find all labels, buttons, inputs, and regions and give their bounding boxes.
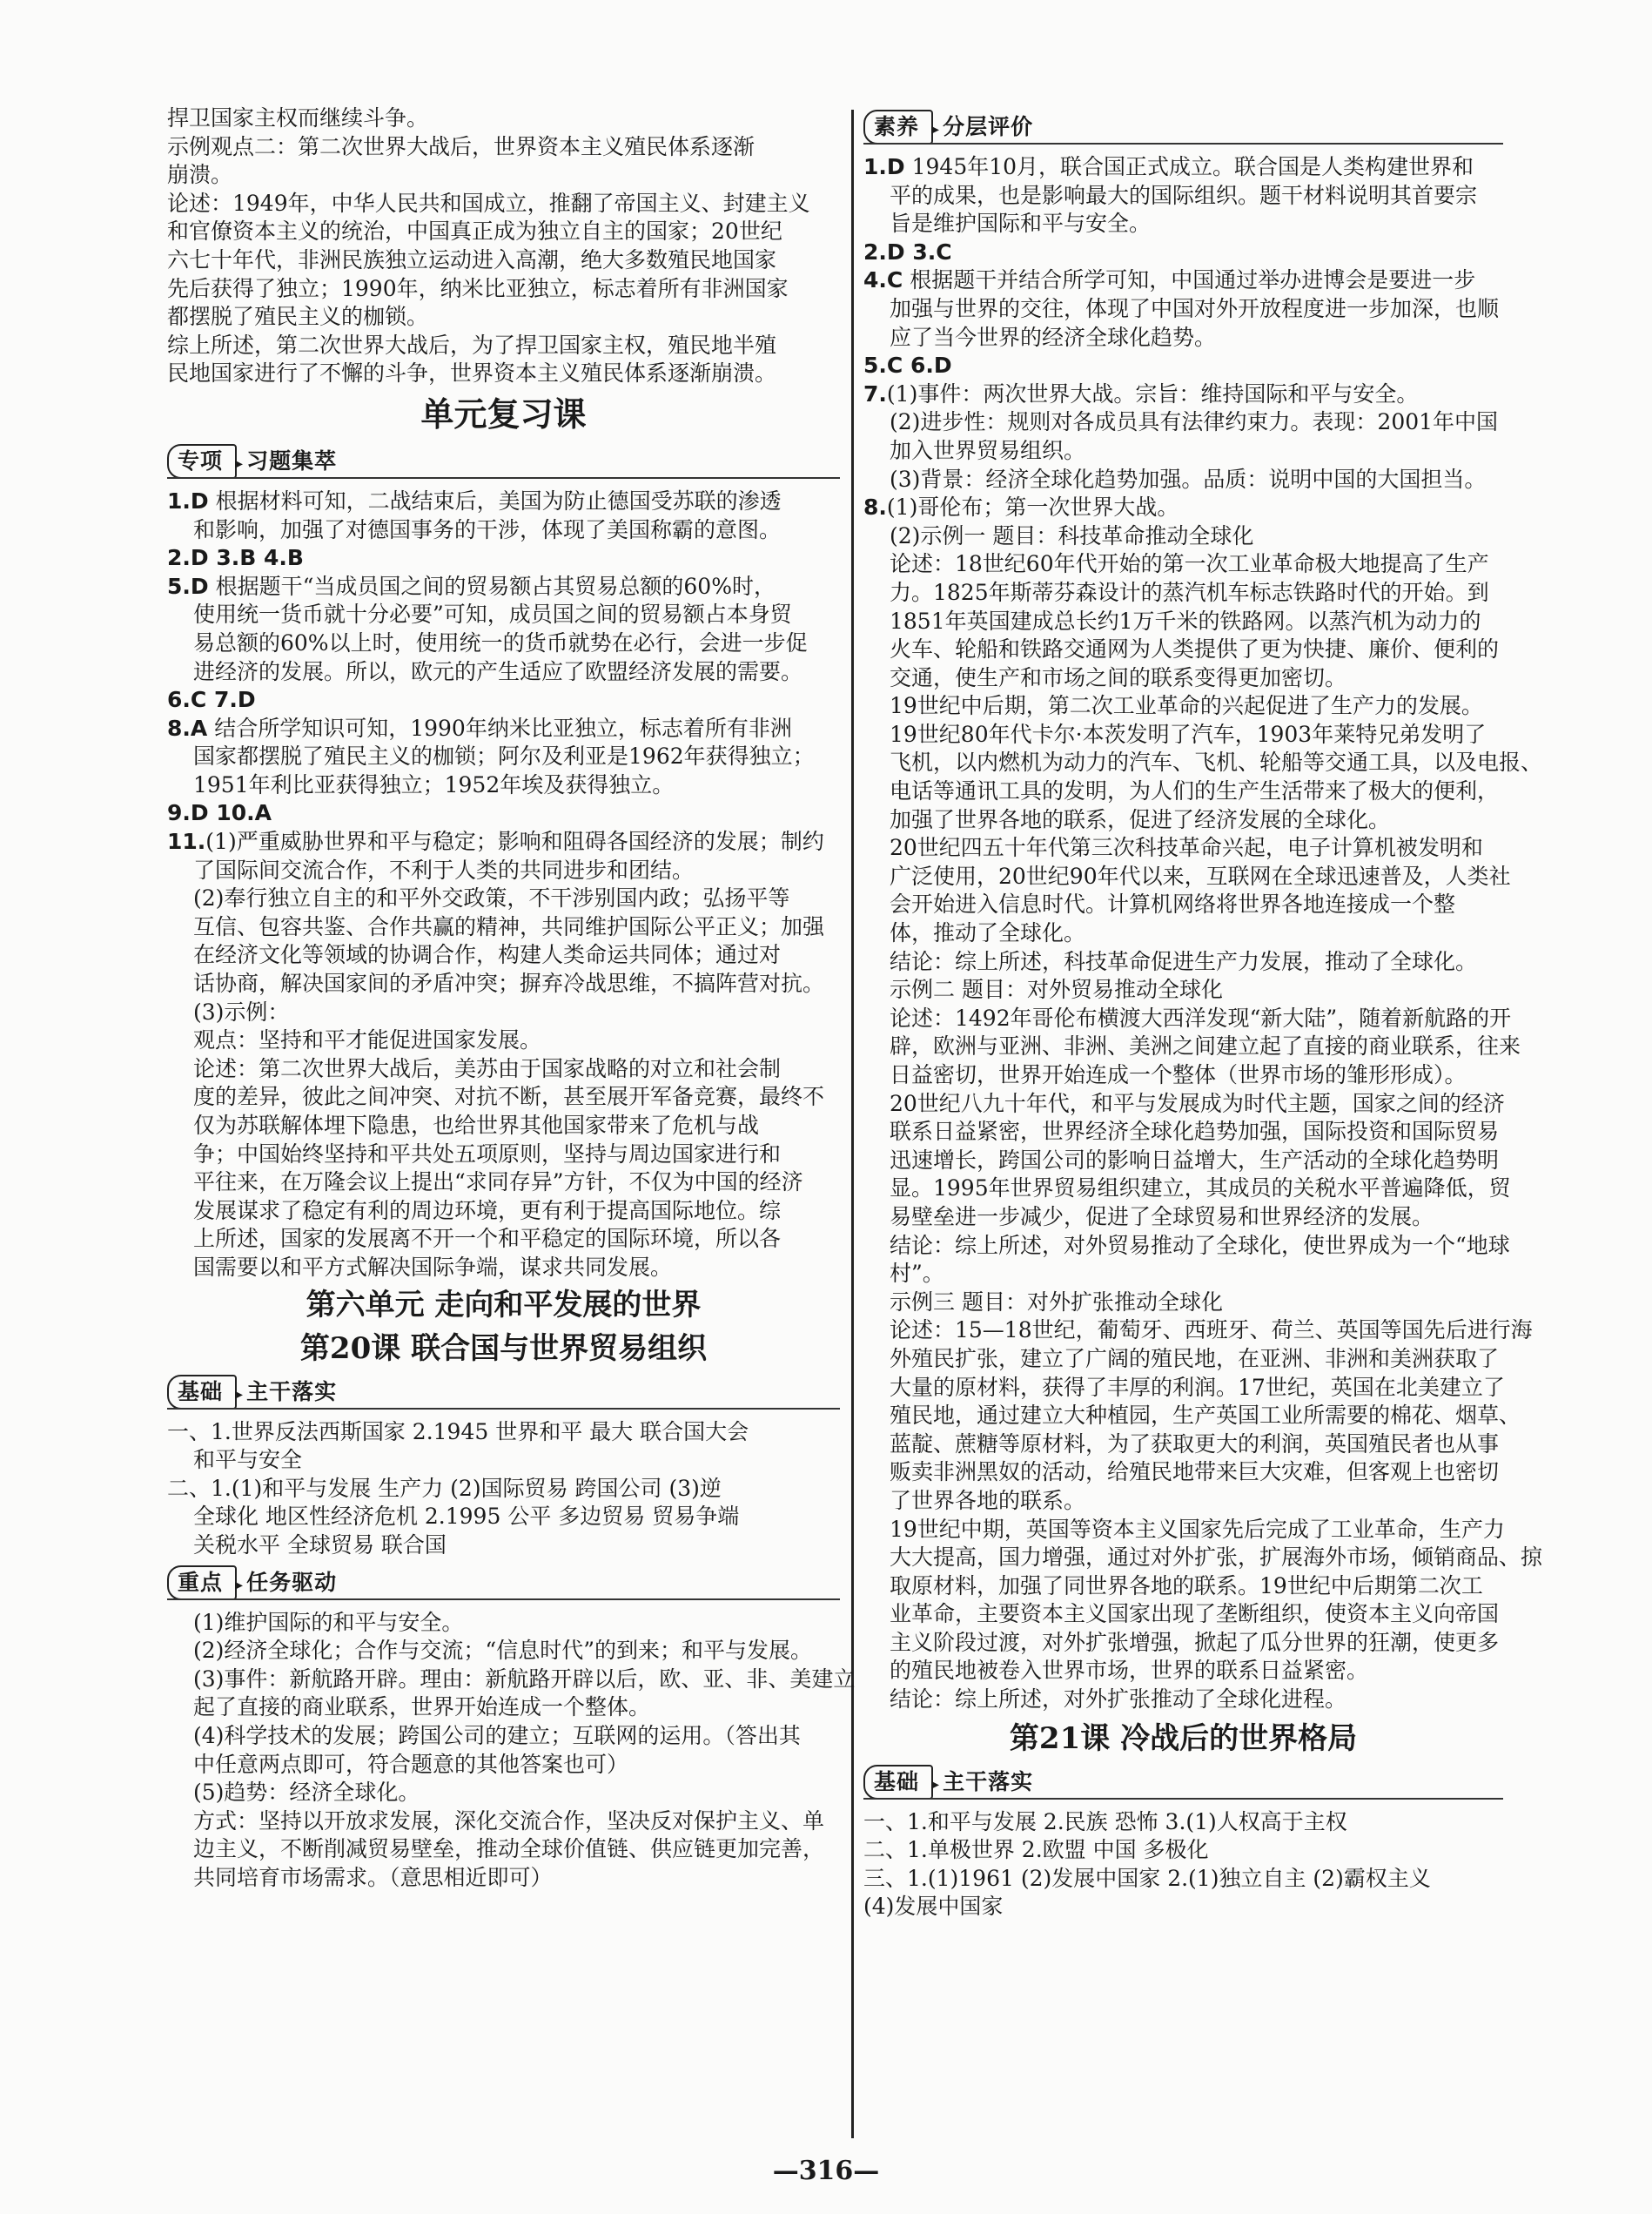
text-line [863, 1374, 1503, 1403]
line-text: 和影响，加强了对德国事务的干涉，体现了美国称霸的意图。 [193, 516, 782, 542]
line-text: 19世纪中期，英国等资本主义国家先后完成了工业革命，生产力 [890, 1516, 1505, 1542]
line-text: 论述：1492年哥伦布横渡大西洋发现“新大陆”，随着新航路的开 [890, 1005, 1512, 1031]
line-text: 二、1.单极世界 2.欧盟 中国 多极化 [863, 1837, 1209, 1863]
text-line [863, 863, 1511, 892]
text-line: 示例观点二：第二次世界大战后，世界资本主义殖民体系逐渐 [167, 133, 755, 159]
line-text: 了世界各地的联系。 [890, 1487, 1086, 1513]
column-divider [851, 110, 854, 2138]
text-line [167, 1141, 840, 1169]
question-number: 6.C 7.D [167, 687, 256, 713]
text-line [863, 1836, 1503, 1865]
line-text: 19世纪80年代卡尔·本茨发明了汽车，1903年莱特兄弟发明了 [890, 721, 1487, 747]
line-text: 结论：综上所述，对外贸易推动了全球化，使世界成为一个“地球 [890, 1232, 1510, 1258]
question-number: 7. [863, 380, 887, 407]
line-text: (4)发展中国家 [863, 1894, 1004, 1920]
text-line [167, 743, 840, 771]
text-line [167, 1722, 840, 1751]
text-line [863, 976, 1503, 1005]
text-line [167, 970, 840, 999]
text-line [863, 1487, 1503, 1516]
text-line [863, 608, 1503, 636]
line-text: (3)示例： [193, 999, 290, 1025]
text-line [167, 1666, 856, 1694]
line-text: 应了当今世界的经济全球化趋势。 [890, 324, 1217, 350]
line-text: 根据材料可知，二战结束后，美国为防止德国受苏联的渗透 [208, 488, 782, 514]
section-header-evaluation: 素养 ▸ 分层评价 [863, 110, 1503, 145]
text-line [863, 324, 1503, 353]
review-title: 单元复习课 [420, 394, 587, 434]
line-text: 全球化 地区性经济危机 2.1995 公平 多边贸易 贸易争端 [193, 1504, 740, 1530]
text-line [863, 153, 1503, 182]
text-line [863, 891, 1503, 919]
text-line [167, 999, 840, 1027]
line-text: 一、1.和平与发展 2.民族 恐怖 3.(1)人权高于主权 [863, 1808, 1347, 1834]
text-line [167, 941, 840, 970]
text-line [863, 1808, 1503, 1837]
line-text: 关税水平 全球贸易 联合国 [193, 1531, 447, 1558]
line-text: 电话等通讯工具的发明，为人们的生产生活带来了极大的便利， [890, 778, 1500, 804]
line-text: 20世纪八九十年代，和平与发展成为时代主题，国家之间的经济 [890, 1090, 1505, 1116]
question-number: 2.D 3.B 4.B [167, 545, 304, 571]
line-text: 日益密切，世界开始连成一个整体（世界市场的雏形形成）。 [890, 1062, 1467, 1087]
text-line [167, 686, 840, 715]
line-text: 辟，欧洲与亚洲、非洲、美洲之间建立起了直接的商业联系，往来 [890, 1033, 1521, 1060]
line-text: 20世纪四五十年代第三次科技革命兴起，电子计算机被发明和 [890, 835, 1483, 861]
line-text: 共同培育市场需求。（意思相近即可） [193, 1864, 553, 1890]
text-line [167, 1475, 840, 1504]
task-answers [167, 1609, 856, 1893]
line-text: 互信、包容共鉴、合作共赢的精神，共同维护国际公平正义；加强 [193, 913, 825, 939]
line-text: 平的成果，也是影响最大的国际组织。题干材料说明其首要宗 [890, 182, 1478, 208]
line-text: (2)经济全球化；合作与交流；“信息时代”的到来；和平与发展。 [193, 1638, 812, 1664]
line-text: 边主义，不断削减贸易壁垒，推动全球价值链、供应链更加完善， [193, 1836, 825, 1862]
text-line [863, 210, 1503, 239]
line-text: (1)严重威胁世界和平与稳定；影响和阻碍各国经济的发展；制约 [205, 829, 824, 855]
text-line [167, 1225, 840, 1254]
text-line [863, 1544, 1543, 1572]
chevron-right-icon: ▸ [235, 1384, 244, 1403]
text-line [167, 1864, 840, 1893]
left-column [167, 104, 856, 1892]
line-text: 主义阶段过渡，对外扩张增强，掀起了瓜分世界的狂潮，使更多 [890, 1629, 1500, 1655]
text-line [167, 1083, 840, 1112]
text-line [167, 1637, 840, 1666]
chevron-right-icon: ▸ [235, 1575, 244, 1594]
text-line [167, 1779, 840, 1807]
text-line [167, 771, 840, 800]
line-text: 加入世界贸易组织。 [890, 437, 1086, 463]
line-text: 仅为苏联解体埋下隐患，也给世界其他国家带来了危机与战 [193, 1113, 760, 1138]
question-number: 5.D [167, 573, 209, 599]
line-text: (3)背景：经济全球化趋势加强。品质：说明中国的大国担当。 [890, 466, 1487, 492]
line-text: (2)示例一 题目：科技革命推动全球化 [890, 522, 1254, 548]
line-text: 结论：综上所述，对外扩张推动了全球化进程。 [890, 1686, 1347, 1713]
text-line [167, 1197, 840, 1226]
text-line [863, 1686, 1503, 1714]
line-text: 殖民地，通过建立大种植园，生产英国工业所需要的棉花、烟草、 [890, 1403, 1521, 1429]
question-number: 8. [863, 495, 887, 521]
text-line [863, 806, 1503, 835]
line-text: 起了直接的商业联系，世界开始连成一个整体。 [193, 1694, 651, 1720]
line-text: 取原材料，加强了同世界各地的联系。19世纪中后期第二次工 [890, 1572, 1483, 1598]
line-text: 根据题干“当成员国之间的贸易额占其贸易总额的60%时， [208, 573, 776, 599]
text-line [167, 1254, 840, 1282]
text-line [863, 948, 1503, 977]
line-text: 蓝靛、蔗糖等原材料，为了获取更大的利润，英国殖民者也从事 [890, 1430, 1500, 1457]
text-line: 先后获得了独立；1990年，纳米比亚独立，标志着所有非洲国家 [167, 275, 789, 301]
line-text: 1951年利比亚获得独立；1952年埃及获得独立。 [193, 771, 675, 797]
line-text: 联系日益紧密，世界经济全球化趋势加强，国际投资和国际贸易 [890, 1119, 1500, 1145]
line-text: 结论：综上所述，科技革命促进生产力发展，推动了全球化。 [890, 948, 1478, 974]
line-text: 论述：18世纪60年代开始的第一次工业革命极大地提高了生产 [890, 551, 1489, 577]
text-line [863, 266, 1503, 295]
text-line [863, 550, 1503, 579]
line-text: 示例三 题目：对外扩张推动全球化 [890, 1289, 1223, 1315]
text-line [863, 579, 1503, 608]
line-text: 易总额的60%以上时，使用统一的货币就势在必行，会进一步促 [193, 629, 808, 656]
text-line [167, 1503, 840, 1531]
text-line [167, 516, 840, 545]
line-text: (1)哥伦布；第一次世界大战。 [886, 495, 1179, 521]
text-line [863, 834, 1503, 863]
text-line [863, 749, 1543, 777]
text-line [863, 1147, 1503, 1175]
text-line [863, 522, 1503, 551]
text-line [167, 1168, 840, 1197]
chevron-right-icon: ▸ [931, 1774, 940, 1793]
line-text: 方式：坚持以开放求发展，深化交流合作，坚决反对保护主义、单 [193, 1807, 825, 1834]
text-line: 崩溃。 [167, 162, 233, 188]
line-text: 加强了世界各地的联系，促进了经济发展的全球化。 [890, 806, 1391, 832]
text-line [863, 1458, 1503, 1487]
text-line [863, 466, 1503, 495]
text-line [167, 715, 840, 744]
line-text: 平往来，在万隆会议上提出“求同存异”方针，不仅为中国的经济 [193, 1169, 803, 1195]
line-text: 论述：第二次世界大战后，美苏由于国家战略的对立和社会制 [193, 1055, 782, 1081]
text-line [863, 408, 1503, 437]
lesson-21-title: 第21课 冷战后的世界格局 [1009, 1720, 1358, 1756]
line-text: 广泛使用，20世纪90年代以来，互联网在全球迅速普及，人类社 [890, 863, 1511, 889]
basics-answers [167, 1418, 840, 1560]
line-text: 国需要以和平方式解决国际争端，谋求共同发展。 [193, 1254, 673, 1280]
text-line [167, 885, 840, 913]
line-text: 大量的原材料，获得了丰厚的利润。17世纪，英国在北美建立了 [890, 1374, 1505, 1400]
line-text: (2)进步性：规则对各成员具有法律约束力。表现：2001年中国 [890, 409, 1499, 435]
line-text: 发展谋求了稳定有利的周边环境，更有利于提高国际地位。综 [193, 1197, 782, 1223]
line-text: 业革命，主要资本主义国家出现了垄断组织，使资本主义向帝国 [890, 1601, 1500, 1627]
line-text: 体，推动了全球化。 [890, 920, 1086, 946]
text-line [863, 1657, 1503, 1686]
text-line [167, 857, 840, 885]
text-line [863, 1033, 1521, 1061]
text-line [863, 1516, 1503, 1544]
line-text: 话协商，解决国家间的矛盾冲突；摒弃冷战思维，不搞阵营对抗。 [193, 971, 825, 997]
text-line [167, 1807, 840, 1836]
line-text: 结合所学知识可知，1990年纳米比亚独立，标志着所有非洲 [207, 715, 792, 741]
text-line [863, 1865, 1503, 1894]
line-text: 二、1.(1)和平与发展 生产力 (2)国际贸易 跨国公司 (3)逆 [167, 1475, 722, 1501]
question-number: 5.C 6.D [863, 353, 952, 379]
line-text: 1851年英国建成总长约1万千米的铁路网。以蒸汽机为动力的 [890, 608, 1481, 634]
question-number: 8.A [167, 715, 208, 741]
text-line [863, 1232, 1510, 1261]
text-line [863, 1289, 1503, 1317]
text-line [863, 295, 1503, 324]
lesson-20-title: 第20课 联合国与世界贸易组织 [299, 1330, 708, 1366]
line-text: 上所述，国家的发展离不开一个和平稳定的国际环境，所以各 [193, 1226, 782, 1252]
chevron-right-icon: ▸ [235, 454, 244, 473]
question-number: 1.D [167, 488, 209, 514]
text-line [167, 1055, 840, 1084]
line-text: 中任意两点即可，符合题意的其他答案也可） [193, 1751, 629, 1777]
text-line [167, 913, 840, 942]
unit-title: 第六单元 走向和平发展的世界 [306, 1287, 702, 1322]
text-line: 和官僚资本主义的统治，中国真正成为独立自主的国家；20世纪 [167, 219, 782, 245]
line-text: 示例二 题目：对外贸易推动全球化 [890, 977, 1223, 1003]
line-text: (1)事件：两次世界大战。宗旨：维持国际和平与安全。 [886, 380, 1419, 407]
text-line [167, 1531, 840, 1560]
text-line [863, 1430, 1503, 1459]
line-text: 会开始进入信息时代。计算机网络将世界各地连接成一个整 [890, 892, 1456, 918]
text-line [863, 1174, 1511, 1203]
text-line: 论述：1949年，中华人民共和国成立，推翻了帝国主义、封建主义 [167, 190, 810, 216]
text-line [167, 828, 840, 857]
text-line: 民地国家进行了不懈的斗争，世界资本主义殖民体系逐渐崩溃。 [167, 360, 777, 387]
line-text: 易壁垒进一步减少，促进了全球贸易和世界经济的发展。 [890, 1203, 1434, 1229]
line-text: 飞机，以内燃机为动力的汽车、飞机、轮船等交通工具，以及电报、 [890, 750, 1543, 776]
line-text: 了国际间交流合作，不利于人类的共同进步和团结。 [193, 857, 695, 883]
right-column [863, 104, 1543, 1921]
line-text: 国家都摆脱了殖民主义的枷锁；阿尔及利亚是1962年获得独立； [193, 744, 815, 770]
line-text: 19世纪中后期，第二次工业革命的兴起促进了生产力的发展。 [890, 693, 1483, 719]
line-text: 度的差异，彼此之间冲突、对抗不断，甚至展开军备竞赛，最终不 [193, 1084, 825, 1110]
line-text: (3)事件：新航路开辟。理由：新航路开辟以后，欧、亚、非、美建立 [193, 1666, 856, 1692]
question-number: 1.D [863, 154, 905, 179]
text-line [863, 692, 1503, 721]
line-text: 争；中国始终坚持和平共处五项原则，坚持与周边国家进行和 [193, 1141, 782, 1167]
section-header-basics: 基础 ▸ 主干落实 [167, 1375, 840, 1410]
text-line [167, 601, 840, 629]
text-line [863, 182, 1503, 211]
line-text: 一、1.世界反法西斯国家 2.1945 世界和平 最大 联合国大会 [167, 1418, 749, 1444]
line-text: 使用统一货币就十分必要”可知，成员国之间的贸易额占本身贸 [193, 602, 792, 628]
line-text: 在经济文化等领域的协调合作，构建人类命运共同体；通过对 [193, 942, 782, 968]
line-text: 外殖民扩张，建立了广阔的殖民地，在亚洲、非洲和美洲获取了 [890, 1345, 1500, 1371]
text-line [863, 721, 1503, 750]
line-text: 大大提高，国力增强，通过对外扩张，扩展海外市场，倾销商品、掠 [890, 1544, 1543, 1571]
text-line [167, 488, 840, 516]
intro-section [167, 104, 840, 388]
text-line [167, 658, 840, 687]
text-line [167, 1446, 840, 1475]
line-text: 1945年10月，联合国正式成立。联合国是人类构建世界和 [904, 154, 1474, 179]
line-text: 三、1.(1)1961 (2)发展中国家 2.(1)独立自主 (2)霸权主义 [863, 1865, 1431, 1891]
evaluation-answers [863, 153, 1543, 1714]
text-line [863, 1629, 1503, 1658]
text-line [863, 1005, 1512, 1033]
review-answers [167, 488, 840, 1282]
section-header-tasks: 重点 ▸ 任务驱动 [167, 1565, 840, 1600]
chevron-right-icon: ▸ [931, 120, 940, 138]
text-line [167, 1026, 840, 1055]
text-line [167, 629, 840, 658]
text-line [863, 1893, 1503, 1921]
line-text: (5)趋势：经济全球化。 [193, 1780, 420, 1806]
text-line [167, 1112, 840, 1141]
text-line [863, 1345, 1503, 1374]
line-text: 进经济的发展。所以，欧元的产生适应了欧盟经济发展的需要。 [193, 658, 803, 684]
text-line [167, 544, 840, 573]
text-line [863, 919, 1503, 948]
text-line [863, 664, 1503, 693]
text-line [863, 777, 1503, 806]
line-text: 迅速增长，跨国公司的影响日益增大，生产活动的全球化趋势明 [890, 1147, 1500, 1173]
line-text: (1)维护国际的和平与安全。 [193, 1609, 464, 1635]
text-line: 综上所述，第二次世界大战后，为了捍卫国家主权，殖民地半殖 [167, 332, 777, 358]
text-line [863, 1600, 1503, 1629]
text-line [167, 573, 840, 602]
text-line [863, 380, 1503, 409]
text-line [863, 494, 1503, 522]
text-line [167, 1835, 840, 1864]
text-line [167, 1418, 840, 1447]
line-text: 显。1995年世界贸易组织建立，其成员的关税水平普遍降低，贸 [890, 1175, 1511, 1201]
line-text: 村”。 [890, 1261, 944, 1287]
text-line [863, 437, 1503, 466]
text-line [863, 1118, 1503, 1147]
line-text: 力。1825年斯蒂芬森设计的蒸汽机车标志铁路时代的开始。到 [890, 579, 1489, 605]
text-line [863, 1061, 1503, 1090]
basics-21-answers [863, 1808, 1503, 1921]
text-line: 六七十年代，非洲民族独立运动进入高潮，绝大多数殖民地国家 [167, 246, 777, 273]
text-line [863, 1203, 1503, 1232]
question-number: 2.D 3.C [863, 239, 952, 265]
line-text: 贩卖非洲黑奴的活动，给殖民地带来巨大灾难，但客观上也密切 [890, 1459, 1500, 1485]
text-line [863, 1260, 1503, 1289]
text-line [863, 636, 1503, 664]
line-text: 加强与世界的交往，体现了中国对外开放程度进一步加深，也顺 [890, 295, 1500, 321]
text-line [167, 1751, 840, 1780]
question-number: 11. [167, 829, 206, 855]
page-number: —316— [772, 2156, 880, 2186]
line-text: 根据题干并结合所学可知，中国通过举办进博会是要进一步 [903, 267, 1476, 293]
line-text: 和平与安全 [193, 1447, 303, 1473]
line-text: 交通，使生产和市场之间的联系变得更加密切。 [890, 664, 1347, 690]
text-line [863, 1572, 1503, 1601]
question-number: 9.D 10.A [167, 800, 272, 826]
text-line [863, 1316, 1533, 1345]
text-line [167, 1693, 840, 1722]
text-line: 都摆脱了殖民主义的枷锁。 [167, 304, 429, 330]
text-line [167, 1609, 840, 1638]
section-header-basics-21: 基础 ▸ 主干落实 [863, 1765, 1503, 1800]
section-header-exercises: 专项 ▸ 习题集萃 [167, 444, 840, 479]
line-text: (2)奉行独立自主的和平外交政策，不干涉别国内政；弘扬平等 [193, 885, 790, 912]
text-line [863, 1402, 1521, 1430]
line-text: (4)科学技术的发展；跨国公司的建立；互联网的运用。（答出其 [193, 1722, 801, 1748]
text-line [167, 799, 840, 828]
text-line: 捍卫国家主权而继续斗争。 [167, 105, 429, 131]
line-text: 旨是维护国际和平与安全。 [890, 211, 1152, 237]
text-line [863, 352, 1503, 380]
line-text: 论述：15—18世纪，葡萄牙、西班牙、荷兰、英国等国先后进行海 [890, 1317, 1533, 1343]
question-number: 4.C [863, 267, 903, 293]
line-text: 的殖民地被卷入世界市场，世界的联系日益紧密。 [890, 1658, 1369, 1684]
text-line [863, 239, 1503, 267]
line-text: 火车、轮船和铁路交通网为人类提供了更为快捷、廉价、便利的 [890, 636, 1500, 663]
text-line [863, 1090, 1503, 1119]
line-text: 观点：坚持和平才能促进国家发展。 [193, 1027, 542, 1053]
